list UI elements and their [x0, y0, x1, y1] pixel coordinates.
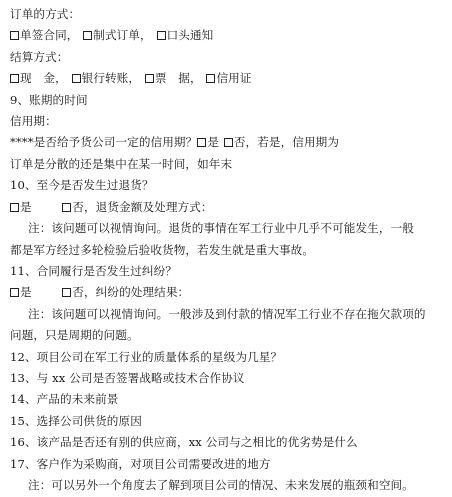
settlement-title: 结算方式：: [10, 50, 69, 64]
note-10-line-1: 注：该问题可以视情询问。退货的事情在军工行业中几乎不可能发生，一般: [28, 221, 414, 235]
question-11: 11、合同履行是否发生过纠纷？: [10, 264, 177, 278]
credit-question: ****是否给予货公司一定的信用期？ 是 否，若是，信用期为: [10, 135, 340, 149]
q10-no-option[interactable]: 否，退货金额及处理方式：: [62, 200, 212, 215]
note-10-line-2: 都是军方经过多轮检验后验收货物，若发生就是重大事故。: [10, 243, 315, 257]
checkbox-icon: [197, 138, 206, 147]
question-16: 16、该产品是否还有别的供应商，xx 公司与之相比的优劣势是什么: [10, 435, 358, 449]
checkbox-icon: [206, 74, 215, 83]
order-option-contract[interactable]: 单签合同，: [10, 28, 78, 43]
checkbox-icon: [10, 74, 19, 83]
q11-options: [10, 285, 444, 300]
order-options: [10, 28, 444, 43]
question-17: 17、客户作为采购商，对项目公司需要改进的地方: [10, 457, 271, 471]
checkbox-icon: [62, 203, 71, 212]
note-11-line-2: 问题，只是周期的问题。: [10, 328, 139, 342]
credit-yes-option[interactable]: 是: [197, 135, 219, 150]
question-13: 13、与 xx 公司是否签署战略或技术合作协议: [10, 371, 245, 385]
checkbox-icon: [10, 31, 19, 40]
checkbox-icon: [157, 31, 166, 40]
q11-yes-option[interactable]: 是: [10, 285, 32, 300]
question-10: 10、至今是否发生过退货？: [10, 178, 154, 192]
checkbox-icon: [10, 288, 19, 297]
question-12: 12、项目公司在军工行业的质量体系的星级为几星？: [10, 350, 283, 364]
settle-option-cash[interactable]: 现 金，: [10, 71, 67, 86]
credit-question-2: 订单是分散的还是集中在某一时间，如年末: [10, 157, 233, 171]
question-15: 15、选择公司供货的原因: [10, 414, 142, 428]
settle-option-transfer[interactable]: 银行转账，: [72, 71, 140, 86]
order-option-verbal[interactable]: 口头通知: [157, 28, 214, 43]
checkbox-icon: [145, 74, 154, 83]
checkbox-icon: [62, 288, 71, 297]
checkbox-icon: [10, 203, 19, 212]
q10-options: [10, 200, 444, 215]
checkbox-icon: [72, 74, 81, 83]
q10-yes-option[interactable]: 是: [10, 200, 32, 215]
settle-option-lc[interactable]: 信用证: [206, 71, 251, 86]
question-9: 9、账期的时间: [10, 93, 88, 107]
credit-no-option[interactable]: 否，若是，信用期为: [224, 135, 339, 150]
credit-title: 信用期：: [10, 114, 57, 128]
q11-no-option[interactable]: 否，纠纷的处理结果：: [62, 285, 189, 300]
checkbox-icon: [83, 31, 92, 40]
note-11-line-1: 注：该问题可以视情询问。一般涉及到付款的情况军工行业不存在拖欠款项的: [28, 307, 426, 321]
note-17: 注：可以另外一个角度去了解到项目公司的情况、未来发展的瓶颈和空间。: [28, 478, 414, 492]
order-option-standard[interactable]: 制式订单，: [83, 28, 151, 43]
settle-option-bill[interactable]: 票 据，: [145, 71, 202, 86]
question-14: 14、产品的未来前景: [10, 392, 119, 406]
order-method-title: 订单的方式：: [10, 7, 81, 21]
checkbox-icon: [224, 138, 233, 147]
settlement-options: [10, 71, 444, 86]
